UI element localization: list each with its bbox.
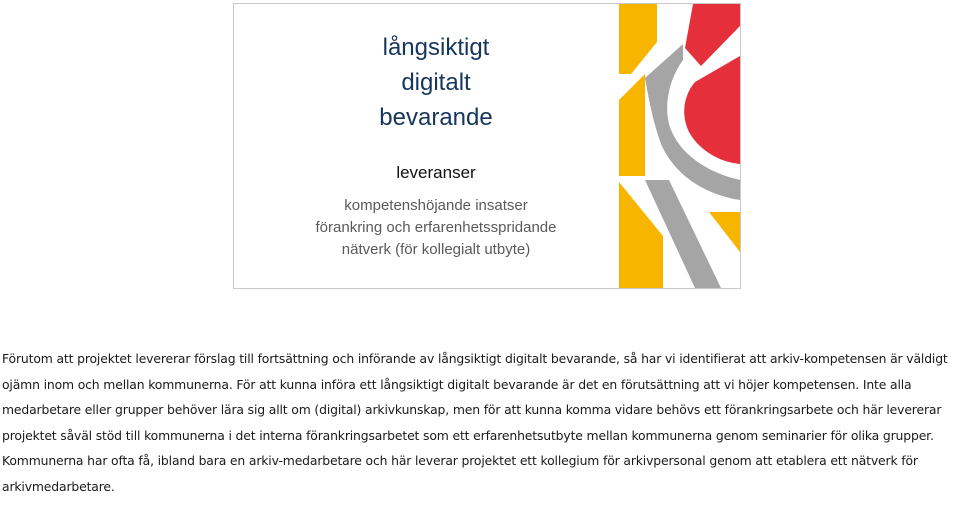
slide-title-line-2: digitalt bbox=[401, 69, 471, 96]
slide-item: förankring och erfarenhetsspridande bbox=[315, 219, 557, 236]
slide-title-line-1: långsiktigt bbox=[382, 34, 490, 61]
slide-text-block bbox=[286, 30, 586, 261]
logo-yellow-middle bbox=[619, 74, 645, 176]
slide-title-line-3: bevarande bbox=[379, 104, 493, 131]
slide-subheading: leveranser bbox=[396, 163, 476, 182]
logo-yellow-right bbox=[709, 212, 740, 252]
slide-item: kompetenshöjande insatser bbox=[344, 197, 528, 214]
logo-red-middle bbox=[684, 56, 740, 164]
presentation-slide bbox=[233, 3, 741, 289]
body-paragraph-2: Kommunerna har ofta få, ibland bara en arkiv-medarbetare och här leverar projektet ett kollegium för arkivpersonal genom att etablera ett nätverk för arkivmedarbetare. bbox=[2, 453, 918, 494]
slide-item-list bbox=[286, 195, 586, 261]
logo-yellow-top bbox=[619, 4, 657, 74]
body-text bbox=[2, 346, 958, 499]
abstract-logo-icon bbox=[609, 4, 740, 288]
slide-item: nätverk (för kollegialt utbyte) bbox=[341, 241, 531, 258]
logo-red-top bbox=[685, 4, 740, 66]
body-paragraph-1: Förutom att projektet levererar förslag till fortsättning och införande av långsiktigt digitalt bevarande, så har vi identifierat att arkiv-kompetensen är väldigt ojämn inom och mellan kommunerna. För att kunna införa ett långsiktigt digitalt bevarande är det en förutsättning att vi höjer kompetensen. Inte alla medarbetare eller grupper behöver lära sig allt om (digital) arkivkunskap, men för att kunna komma vidare behövs ett förankringsarbete och här levererar projektet såväl stöd till kommunerna i det interna förankringsarbetet som ett erfarenhetsutbyte mellan kommunerna genom seminarier för olika grupper. bbox=[2, 351, 948, 443]
